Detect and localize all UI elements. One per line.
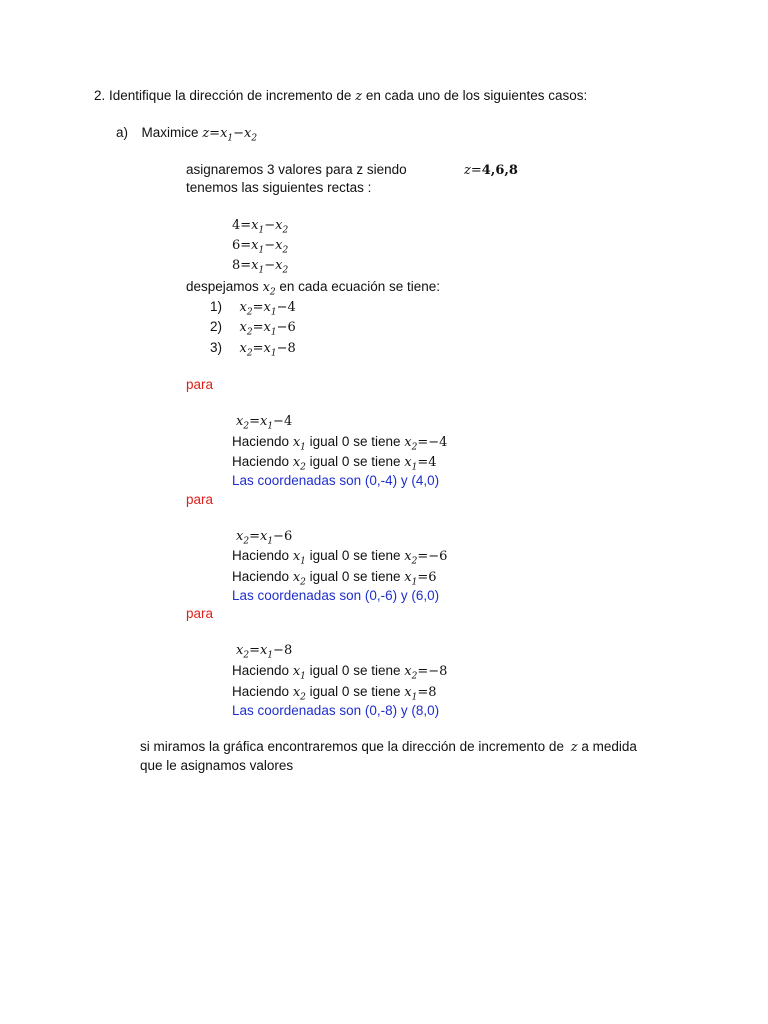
part-a-label: a) [116,125,129,140]
line-equation-1: $4=x_1-x_2$ [232,218,289,236]
intro-text-1: asignaremos 3 valores para z siendo [186,162,407,177]
question-text-before: Identifique la dirección de incremento de [109,88,352,103]
intro-line-2 [186,179,371,197]
case-1-coords: Las coordenadas son (0,-4) y (4,0) [232,473,440,488]
question-text-after: en cada uno de los siguientes casos: [365,88,588,103]
math-z: z [355,89,363,104]
case-2-equation: $x_2=x_1-6$ [236,529,293,547]
case-2-row-1: Haciendo $x_1$ igual 0 se tiene $x_2=-6$ [232,548,448,567]
conclusion-line-2: que le asignamos valores [140,758,294,773]
case-3-row-2: Haciendo $x_2$ igual 0 se tiene $x_1=8$ [232,684,437,703]
case-3-para: para [186,606,214,621]
solve-item-1: 1) $x_2=x_1-4$ [210,299,296,318]
part-a-line [116,124,257,143]
case-1-para: para [186,377,214,392]
case-1-row-1: Haciendo $x_1$ igual 0 se tiene $x_2=-4$ [232,434,448,453]
case-2-coords: Las coordenadas son (0,-6) y (6,0) [232,588,440,603]
solve-line: despejamos $x_2$ en cada ecuación se tiene: [186,279,441,298]
case-1-row-2: Haciendo $x_2$ igual 0 se tiene $x_1=4$ [232,454,437,473]
case-3-coords: Las coordenadas son (0,-8) y (8,0) [232,703,440,718]
case-3-equation: $x_2=x_1-8$ [236,643,293,661]
solve-item-3: 3) $x_2=x_1-8$ [210,340,296,359]
z-values-equation: z=4,6,8 [464,163,518,178]
objective-equation: $z=x_1-x_2$ [202,126,258,144]
part-a-text: Maximice [141,125,199,140]
solve-item-2: 2) $x_2=x_1-6$ [210,319,296,338]
intro-text-2: tenemos las siguientes rectas : [186,180,372,195]
line-equation-3: $8=x_1-x_2$ [232,258,289,276]
intro-line-1 [186,161,407,179]
question-line [94,87,587,106]
case-3-row-1: Haciendo $x_1$ igual 0 se tiene $x_2=-8$ [232,663,448,682]
z-values: 4,6,8 [481,163,518,178]
case-1-equation: $x_2=x_1-4$ [236,414,293,432]
case-2-row-2: Haciendo $x_2$ igual 0 se tiene $x_1=6$ [232,569,437,588]
solve-text-after: en cada ecuación se tiene: [279,279,441,294]
question-number: 2. [94,88,106,103]
case-2-para: para [186,492,214,507]
conclusion-line-1: si miramos la gráfica encontraremos que la dirección de incremento de z a medida [140,739,637,755]
line-equation-2: $6=x_1-x_2$ [232,238,289,256]
solve-text-before: despejamos [186,279,259,294]
